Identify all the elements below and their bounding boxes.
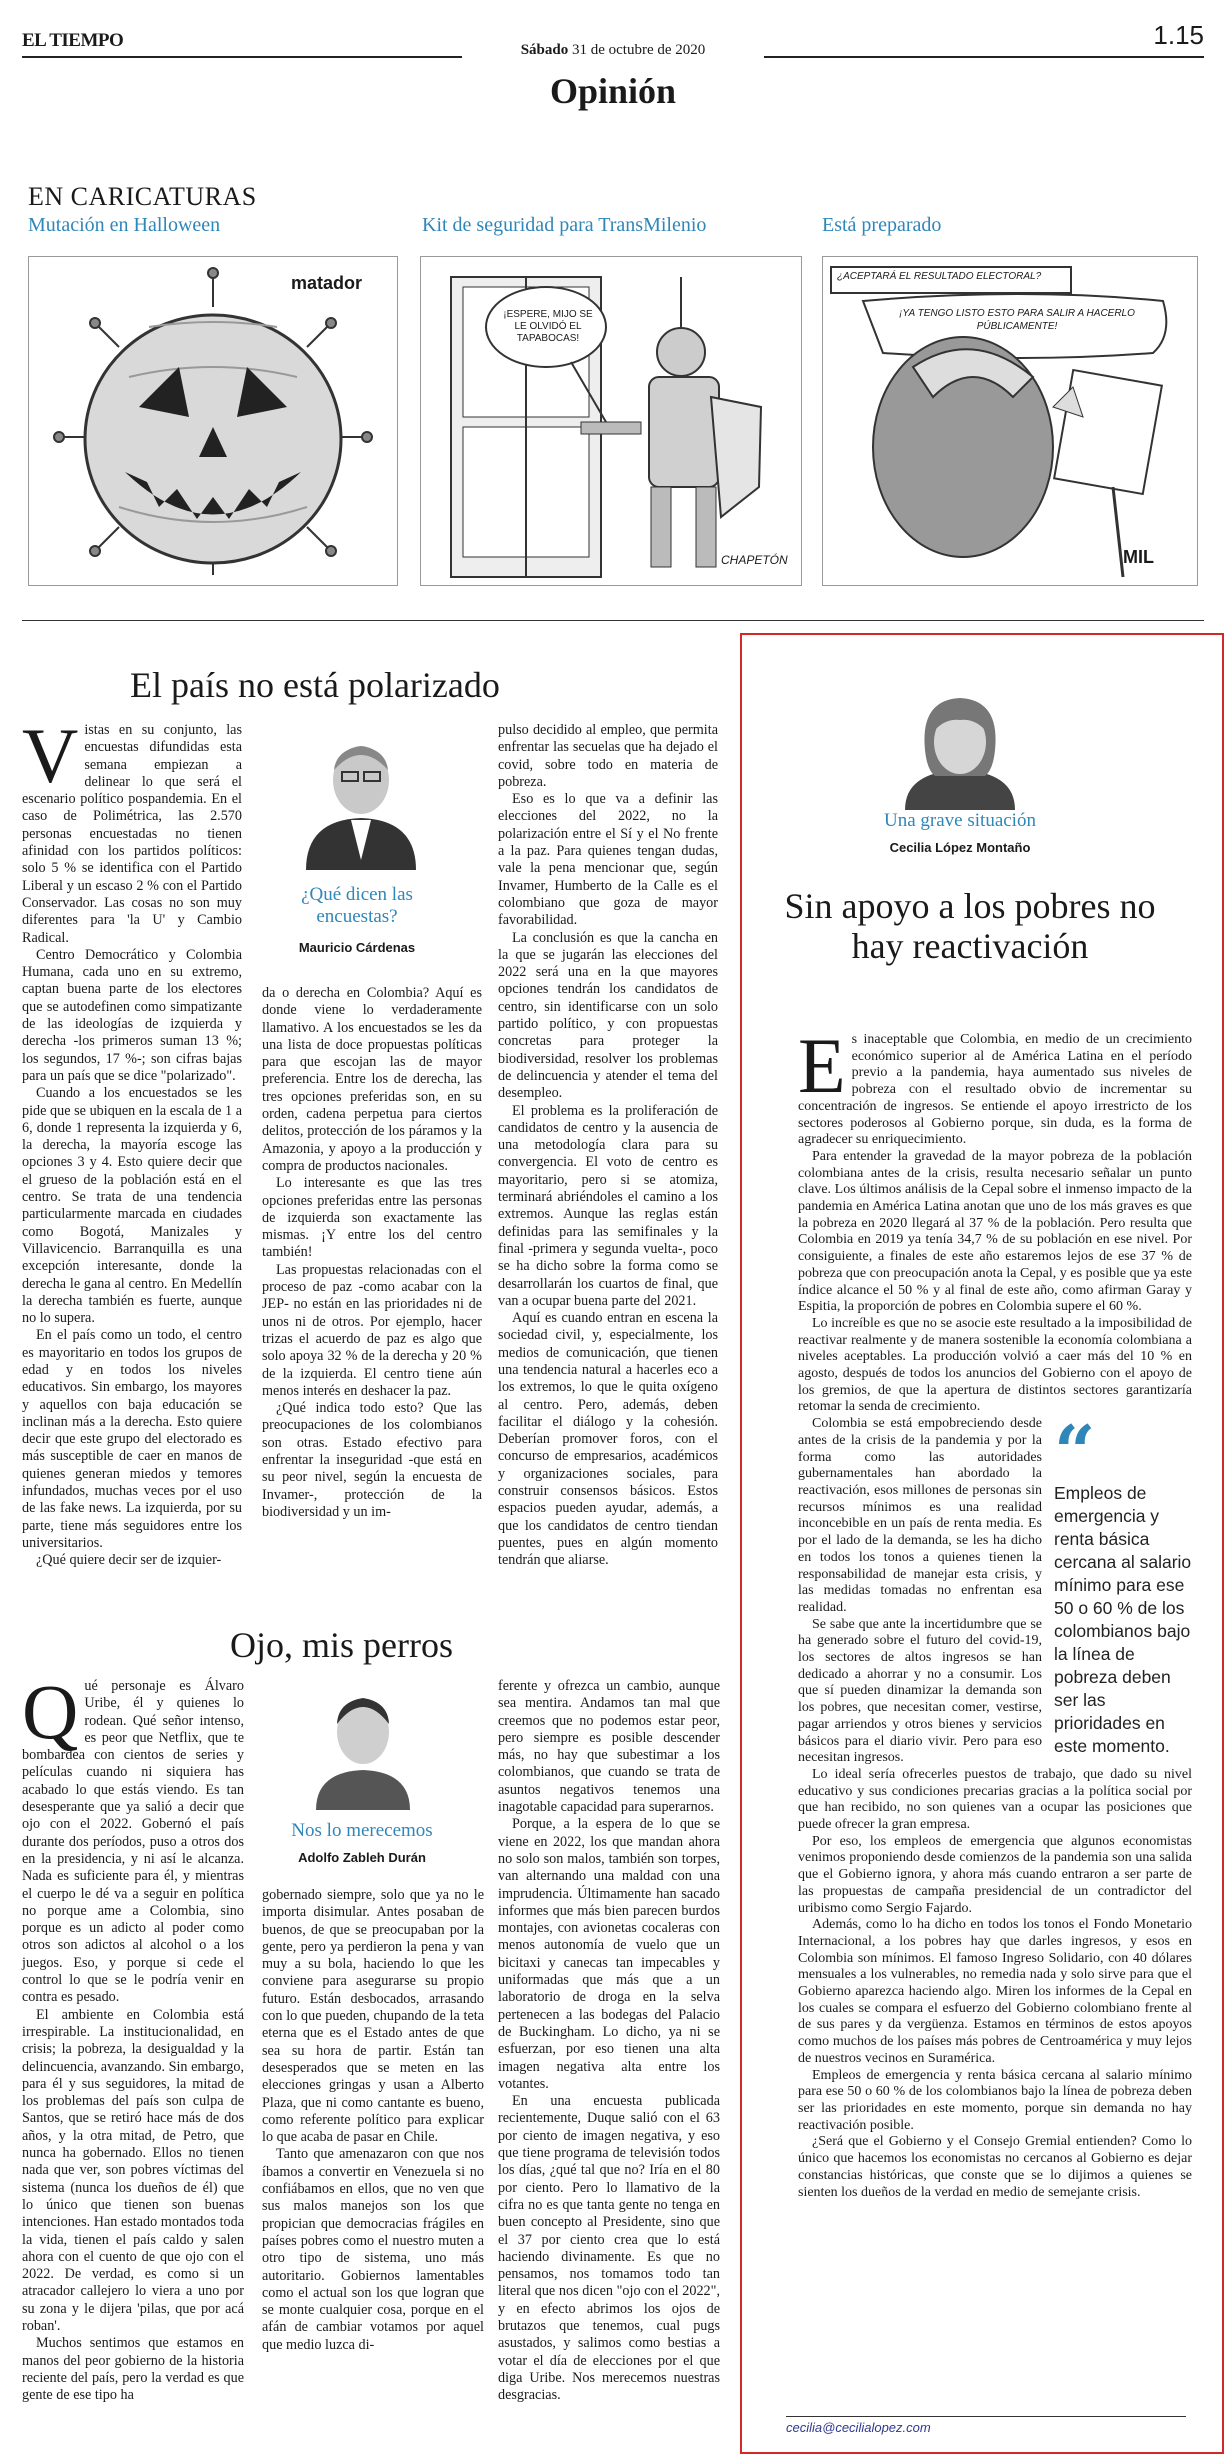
article1-col1-p3: Cuando a los encuestados se les pide que se ubiquen en la escala de 1 a 6, donde 1 representa la izquierda y 6, la derecha, la mayoría escoge las opciones 3 y 4. Esto quiere decir que el grueso de la población está en el centro. Se trata de una tendencia particularmente marcada en ciudades como Bogotá, Manizales y Villavicencio. Barranquilla es una excepción interesante, donde la derecha le gana al centro. En Medellín la derecha también es fuerte, aunque no lo supera.: [22, 1085, 242, 1327]
cartoon-bubble-2: ¡ESPERE, MIJO SE LE OLVIDÓ EL TAPABOCAS!: [503, 309, 593, 344]
cartoon-signature-3: MIL: [1123, 547, 1154, 567]
article1-title: El país no está polarizado: [130, 665, 500, 705]
article2-column-name: Nos lo merecemos: [291, 1820, 433, 1841]
article3-body: [798, 1022, 1192, 2201]
article2-col2-p2: Tanto que amenazaron con que nos íbamos a convertir en Venezuela si no confiábamos en ellos, que no ven que sus malos manejos son los que propician que democracias frágiles en países pobres como el nuestro muten a otro tipo de sistema, uno más autoritario. Gobiernos lamentables como el actual son los que logran que se monte cualquier cosa, porque en el afán de cambiar votamos por aquel que medio luzca di-: [262, 2146, 484, 2353]
cartoon-bubble-3b: ¡YA TENGO LISTO ESTO PARA SALIR A HACERLO PÚBLICAMENTE!: [899, 308, 1135, 332]
article3-title: Sin apoyo a los pobres no hay reactivación: [784, 886, 1156, 966]
cartoon-signature-2: CHAPETÓN: [721, 553, 788, 567]
cartoon-transmilenio: [420, 256, 802, 586]
article3-p9: Empleos de emergencia y renta básica cercana al salario mínimo para ese 50 o 60 % de los colombianos bajo la línea de pobreza deben ser las prioridades en este momento, porque sin demanda no hay reactivación posible.: [798, 2067, 1192, 2133]
article2-col1-p2: El ambiente en Colombia está irrespirable. La institucionalidad, en crisis; la pobreza, la desigualdad y la delincuencia, avanzando. Sin embargo, para él y sus seguidores, la mitad de los problemas del país son culpa de Santos, que se retiró hace más de dos años, y la otra mitad, de Petro, que nunca ha gobernado. Ellos no tienen nada que ver, son pobres víctimas del sistema (nunca los dueños de él) que lo único que tienen son buenas intenciones. Han estado montados toda la vida, tienen el país caldo y salen ahora con el cuento de que ojo con el 2022. De verdad, es como si un atracador callejero lo viera a uno por su zona y le dijera 'pilas, que por acá roban'.: [22, 2006, 244, 2334]
pull-quote-text: Empleos de emergencia y renta básica cercana al salario mínimo para ese 50 o 60 % de los colombianos bajo la línea de pobreza deben ser las prioridades en este momento.: [1054, 1483, 1192, 1757]
article3-p6: Lo ideal sería ofrecerles puestos de trabajo, que dado su nivel educativo y sus condiciones precarias gracias a la política social por que han recibido, no son quienes van a ocupar las posiciones que puede ofrecer la gran empresa.: [798, 1766, 1192, 1833]
cartoon-title-2: Kit de seguridad para TransMilenio: [422, 214, 707, 236]
cartoon-preparado: [822, 256, 1198, 586]
date-rest: 31 de octubre de 2020: [568, 42, 706, 58]
article1-col1-p5: ¿Qué quiere decir ser de izquier-: [36, 1552, 222, 1569]
article1-col2-p1: da o derecha en Colombia? Aquí es donde viene lo verdaderamente llamativo. A los encuestados se les da una lista de doce propuestas políticas para que escojan las de mayor preferencia. Entre los de derecha, las tres opciones preferidas son, en su orden, cadena perpetua para ciertos delitos, protección de los páramos y la Amazonia, y apoyo a la producción y compra de productos nacionales.: [262, 985, 482, 1174]
article1-col3-p2: Eso es lo que va a definir las elecciones del 2022, no la polarización entre el Sí y el No frente a la paz. Para quienes tengan dudas, vale la pena mencionar que, según Invamer, Humberto de la Calle es el colombiano que goza de mayor favorabilidad.: [498, 791, 718, 929]
cartoon-signature-1: matador: [291, 273, 363, 293]
article3-p10: ¿Será que el Gobierno y el Consejo Gremial entienden? Como lo único que hacemos los economistas no cercanos al Gobierno es dejar constancias históricas, que conste que se lo dijimos a quienes se sienten los dueños de la verdad en medio de semejante crisis.: [798, 2134, 1192, 2200]
author-photo-zableh: [308, 1680, 418, 1810]
pull-quote: [1054, 1409, 1192, 1758]
article1-col1-p4: En el país como un todo, el centro es mayoritario en todos los grupos de edad y en todos los niveles educativos. Sin embargo, los mayores y aquellos con baja educación se inclinan más a la derecha. Esto quiere decir que este grupo del electorado es más susceptible de caer en manos de quienes generan miedos y temores infundados, muchas veces por el uso de las fake news. La izquierda, por su parte, tiene más seguidores entre los universitarios.: [22, 1327, 242, 1551]
article3-p1: s inaceptable que Colombia, en medio de un crecimiento económico superior al de América Latina en el período previo a la pandemia, haya aumentado sus niveles de pobreza con el resultado obvio de incrementar su concentración de ingresos. Se entiende el apoyo irrestricto de los sectores poderosos al Gobierno porque, sin duda, es la forma de agradecer su enriquecimiento.: [798, 1032, 1192, 1148]
article1-col1-p2: Centro Democrático y Colombia Humana, cada uno en su extremo, captan buena parte de los electores que se autodefinen como simpatizante de las ideologías de izquierda y derecha -los primeros suman 13 %; los segundos, 17 %-; son cifras bajas para un país que se dice "polarizado".: [22, 946, 242, 1084]
date-line: [0, 42, 1226, 59]
quote-mark-icon: “: [1054, 1409, 1096, 1495]
article1-col3: [498, 722, 718, 1570]
article2-col3: [498, 1678, 720, 2404]
article1-col3-p1: pulso decidido al empleo, que permita enfrentar las secuelas que ha dejado el covid, sobre todo en materia de pobreza.: [498, 722, 718, 790]
article1-col1-p1: istas en su conjunto, las encuestas difundidas esta semana empiezan a delinear lo que será el escenario político pospandemia. En el caso de Polimétrica, las 2.570 personas encuestadas no tienen afinidad con los partidos políticos: solo 5 % se identifica con el Partido Liberal y un escaso 2 % con el Partido Conservador. Las cosas no son muy diferentes para 'la U' y Cambio Radical.: [22, 722, 242, 946]
article1-col2-p3: Las propuestas relacionadas con el proceso de paz -como acabar con la JEP- no están en las prioridades ni de unos ni de otros. Por ejemplo, hacer trizas el acuerdo de paz es algo que solo apoya 32 % de la derecha y 20 % de la izquierda. El centro tiene aún menos interés en deshacer la paz.: [262, 1261, 482, 1399]
article1-column-name: ¿Qué dicen las encuestas?: [301, 884, 413, 927]
article1-col3-p5: Aquí es cuando entran en escena la sociedad civil, y, especialmente, los medios de comunicación, que tienen una tendencia natural a hacerles eco a los extremos, lo que le quita oxígeno al centro. Pero, además, deben facilitar el diálogo y la cohesión. Deberían promover foros, con el concurso de empresarios, académicos y organizaciones sociales, para construir consensos básicos. Estos espacios pueden ayudar, además, a que los candidatos de centro tiendan puentes, pues en algún momento tendrán que aliarse.: [498, 1310, 718, 1569]
section-title: Opinión: [549, 71, 677, 111]
pumpkin-virus-illustration: [29, 257, 397, 585]
article1-col3-p4: El problema es la proliferación de candidatos de centro y la ausencia de una metodología clara para su convergencia. El voto de centro es mayoritario, pero si se atomiza, terminará abriéndoles el camino a los extremos. Aunque las reglas están definidas para las semifinales y la final -primera y segunda vuelta-, poco se ha dicho sobre la forma como se desarrollarán los cuartos de final, que van a ocupar buena parte del 2021.: [498, 1102, 718, 1309]
article3-p8: Además, como lo ha dicho en todos los tonos el Fondo Monetario Internacional, a los pobres hay que darles ingresos, y esos en Colombia son mínimos. El famoso Ingreso Solidario, con 40 dólares mensuales a los vulnerables, no remedia nada y solo sirve para que el Gobierno aparezca haciendo algo. Miren los informes de la Cepal en los cuales se compara el esfuerzo del Gobierno colombiano frente al de sus pares y da vergüenza. Estamos en términos de estos apoyos como muchos de los países más pobres de Centroamérica y muy lejos de nuestros vecinos en Suramérica.: [798, 1917, 1192, 2066]
cartoon-title-3: Está preparado: [822, 214, 942, 236]
article2-col1-p1: ué personaje es Álvaro Uribe, él y quienes lo rodean. Qué señor intenso, es peor que Netflix, que te bombardea con cientos de series y películas cuando ni siquiera has acabado lo que estás viendo. Es tan desesperante que ya salió a decir que ojo con el 2022. Gobernó el país durante dos períodos, puso a otros dos en la presidencia, y ni así le alcanza. Nada es suficiente para él, y mientras el cuerpo le dé va a seguir en política no porque ame a Colombia, sino porque es un adicto al poder como otros son adictos al alcohol o a los juegos. Eso, y porque si cede el control lo que se le podría venir en contra es pesado.: [22, 1678, 244, 2006]
cartoon-title-1: Mutación en Halloween: [28, 214, 221, 236]
article1-col2-p2: Lo interesante es que las tres opciones preferidas entre las personas de izquierda son exactamente las mismas. ¡Y entre los del centro también!: [262, 1175, 482, 1261]
portrait-icon: [296, 720, 426, 870]
cartoon-bubble-3a: ¿ACEPTARÁ EL RESULTADO ELECTORAL?: [837, 271, 1042, 282]
article3-column-name: Una grave situación: [884, 810, 1036, 831]
article1-dropcap: V: [22, 712, 79, 799]
article2-col1-p3: Muchos sentimos que estamos en manos del peor gobierno de la historia reciente del país, pero la verdad es que gente de ese tipo ha: [22, 2335, 244, 2404]
article2-col3-p1: ferente y ofrezca un cambio, aunque sea mentira. Andamos tan mal que creemos que no podemos estar peor, pero siempre es posible descender más, no hay que subestimar a los colombianos, que cuando se trata de asuntos negativos tenemos una inagotable capacidad para superarnos.: [498, 1678, 720, 1816]
article3-p2: Para entender la gravedad de la mayor pobreza de la población colombiana antes de la crisis, resulta necesario señalar un punto clave. Los últimos análisis de la Cepal sobre el inmenso impacto de la pandemia en América Latina anotan que uno de los más graves es que la pobreza en 2020 llegará al 37 % de la población. Pero resulta que Colombia en 2019 ya tenía 34,7 % de su población en ese nivel. Por consiguiente, a finales de este año estaremos lejos de ese 37 % de pobreza que con preocupación anota la Cepal, y es posible que ya este índice alcance el 50 % y al final de este año, como afirman Garay y Espitia, la proporción de pobres en Colombia supere el 60 %.: [798, 1148, 1192, 1315]
article1-author: Mauricio Cárdenas: [298, 940, 416, 955]
cartoon-halloween: [28, 256, 398, 586]
page-number: 1.15: [1153, 20, 1204, 50]
article3-dropcap: E: [798, 1022, 846, 1109]
article3-author: Cecilia López Montaño: [889, 840, 1031, 855]
article3-p5: Se sabe que ante la incertidumbre que se ha generado sobre el futuro del covid-19, los sectores de altos ingresos se han dedicado a ahorrar y no a consumir. Los que sí pueden dinamizar la demanda son los pobres, que necesitan comer, vestirse, pagar arriendos y otros bienes y servicios básicos para el diario vivir. Pero para eso necesitan ingresos.: [798, 1616, 1042, 1766]
portrait-icon: [895, 680, 1025, 810]
author-photo-lopez: [895, 680, 1025, 810]
article2-col2: [262, 1887, 484, 2354]
article3-p7: Por eso, los empleos de emergencia que algunos economistas venimos proponiendo desde comienzos de la pandemia son una salida que el Gobierno ignora, y ahora más cuando entraron a ser parte de las propuestas de campaña presidencial de un contradictor del uribismo como Sergio Fajardo.: [798, 1833, 1192, 1916]
article2-author: Adolfo Zableh Durán: [298, 1850, 426, 1865]
caricaturas-divider: [22, 620, 1204, 621]
article2-col1: [22, 1668, 244, 2404]
article1-col3-p3: La conclusión es que la cancha en la que se jugarán las elecciones del 2022 será una en la que mayores opciones tendrán los candidatos de centro, sin identificarse con un solo partido político, y con propuestas concretas para proteger la biodiversidad, resolver los problemas de delincuencia y atender el tema del desempleo.: [498, 929, 718, 1102]
article2-col3-p3: En una encuesta publicada recientemente, Duque salió con el 63 por ciento de imagen negativa, y eso que tiene programa de televisión todos los días, ¿qué tal que no? Iría en el 80 por ciento. Pero lo llamativo de la cifra no es que tanta gente no tenga en buen concepto al Presidente, sino que el 37 por ciento crea que lo está haciendo divinamente. Es que no pensamos, nos tomamos todo tan literal que nos dicen "ojo con el 2022", y en efecto abrimos los ojos de brutazos que tenemos, cual pugs asustados, y salimos como bestias a votar el día de elecciones por el que diga Uribe. Nos merecemos nuestras desgracias.: [498, 2093, 720, 2404]
bus-door-knight-illustration: [421, 257, 801, 585]
caricaturas-heading: EN CARICATURAS: [28, 182, 257, 211]
article2-dropcap: Q: [22, 1668, 79, 1755]
email-rule: [786, 2416, 1186, 2417]
article2-col2-p1: gobernado siempre, solo que ya no le importa disimular. Antes posaban de buenos, de que se preocupaban por la gente, pero ya perdieron la pena y van muy a su bola, haciendo lo que les conviene para asegurarse su propio futuro. Están desbocados, arrasando con lo que pueden, chupando de la teta eterna que es el Estado antes de que sea su hora de partir. Están tan desesperados que se meten en las elecciones gringas y usan a Alberto Plaza, que ni como cantante es bueno, como referente político para explicar lo que acaba de pasar en Chile.: [262, 1887, 484, 2146]
portrait-icon: [308, 1680, 418, 1810]
article3-p4: Colombia se está empobreciendo desde antes de la crisis de la pandemia y por la forma como las autoridades gubernamentales han abordado la reactivación, esos millones de personas sin recursos mínimos es una realidad inconcebible en un país de renta media. Es por el lado de la demanda, se les ha dicho en todos los tonos a quienes tienen la responsabilidad de manejar esta crisis, y las medidas tomadas no enfrentan esa realidad.: [798, 1416, 1042, 1615]
author-photo-cardenas: [296, 720, 426, 870]
article2-col3-p2: Porque, a la espera de lo que se viene en 2022, los que mandan ahora no solo son malos, también son torpes, van alternando una maldad con una imprudencia. Últimamente han sacado informes que más bien parecen burdos montajes, con avionetas cocaleras con menos autonomía de vuelo que un bicitaxi y canecas tan impecables y uniformadas que más que a un laboratorio de droga en la selva pertenecen a las bodegas del Palacio de Buckingham. Lo dicho, ya ni se esfuerzan, por eso tienen una alta imagen negativa alta entre los votantes.: [498, 1816, 720, 2092]
masthead-logo: EL TIEMPO: [22, 30, 124, 51]
date-day: Sábado: [520, 42, 569, 58]
article1-col2-p4: ¿Qué indica todo esto? Que las preocupaciones de los colombianos son otras. Estado efectivo para enfrentar la inseguridad -que está en su peor nivel, según la encuesta de Invamer-, protección de la biodiversidad y un im-: [262, 1400, 482, 1520]
article1-col2: [262, 985, 482, 1521]
author-email-link[interactable]: cecilia@cecilialopez.com: [786, 2420, 931, 2435]
article3-p3: Lo increíble es que no se asocie este resultado a la imposibilidad de reactivar realmente y de manera sostenible la economía colombiana a niveles aceptables. La producción volvió a caer más del 10 % en agosto, después de todos los anuncios del Gobierno con el apoyo de los gremios, de que la apertura de distintos sectores garantizaría retomar la senda de crecimiento.: [798, 1315, 1192, 1415]
article1-col1: [22, 712, 242, 1570]
article2-title: Ojo, mis perros: [230, 1625, 453, 1665]
